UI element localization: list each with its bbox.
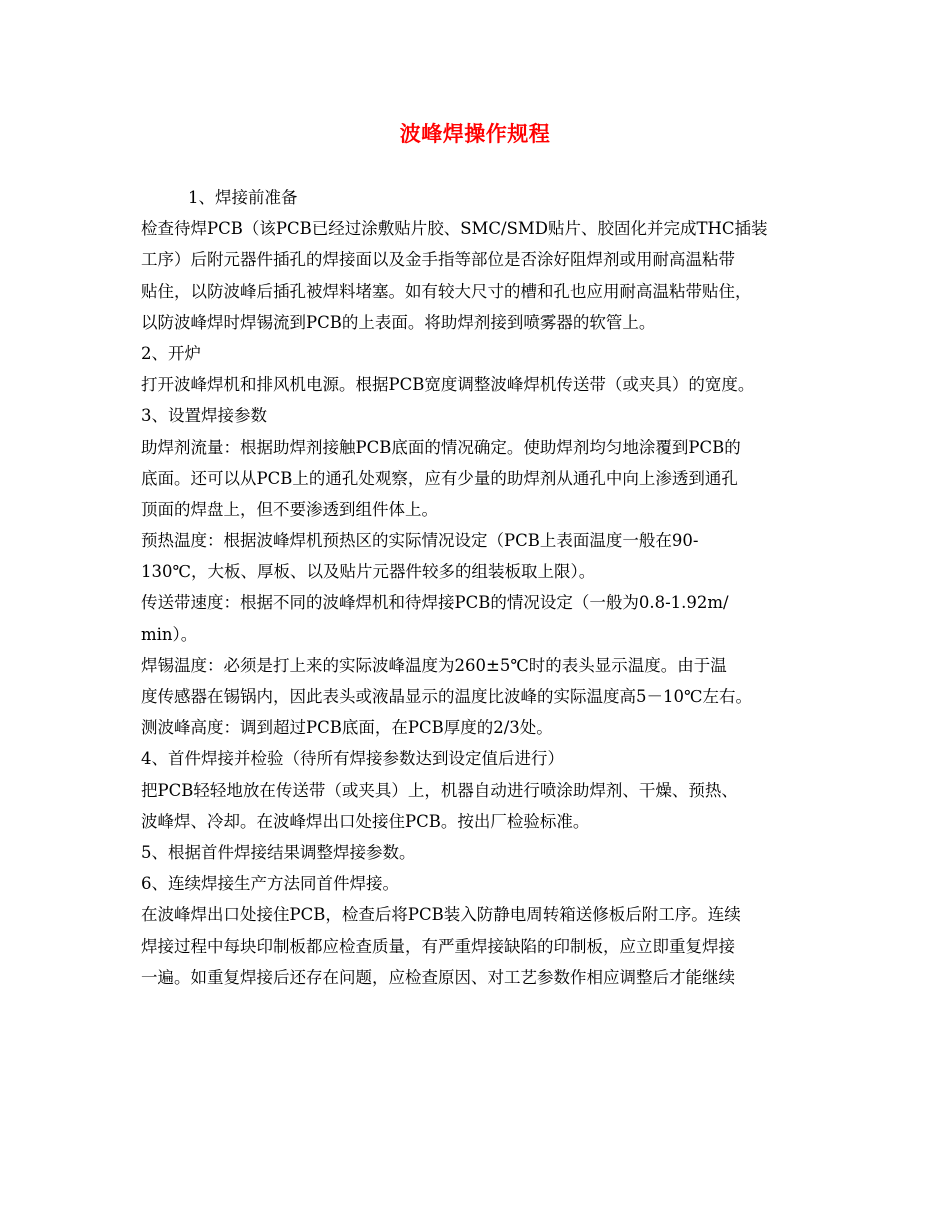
section-heading-preparation: 1、焊接前准备: [188, 188, 298, 207]
paragraph-line: 打开波峰焊机和排风机电源。根据PCB宽度调整波峰焊机传送带（或夹具）的宽度。: [141, 375, 755, 395]
paragraph-line: 预热温度：根据波峰焊机预热区的实际情况设定（PCB上表面温度一般在90-: [141, 531, 699, 551]
paragraph-line: 把PCB轻轻地放在传送带（或夹具）上，机器自动进行喷涂助焊剂、干燥、预热、: [141, 780, 738, 800]
paragraph-line: 顶面的焊盘上，但不要渗透到组件体上。: [141, 499, 438, 519]
paragraph-line: 工序）后附元器件插孔的焊接面以及金手指等部位是否涂好阻焊剂或用耐高温粘带: [141, 250, 735, 270]
paragraph-line: 焊锡温度：必须是打上来的实际波峰温度为260±5℃时的表头显示温度。由于温: [141, 655, 727, 675]
paragraph-line: 130℃，大板、厚板、以及贴片元器件较多的组装板取上限）。: [141, 562, 596, 582]
paragraph-line: 测波峰高度：调到超过PCB底面，在PCB厚度的2/3处。: [141, 718, 553, 738]
paragraph-line: 助焊剂流量：根据助焊剂接触PCB底面的情况确定。使助焊剂均匀地涂覆到PCB的: [141, 437, 741, 457]
paragraph-line: 焊接过程中每块印制板都应检查质量，有严重焊接缺陷的印制板，应立即重复焊接: [141, 936, 735, 956]
paragraph-line: 以防波峰焊时焊锡流到PCB的上表面。将助焊剂接到喷雾器的软管上。: [141, 312, 656, 332]
paragraph-line: 传送带速度：根据不同的波峰焊机和待焊接PCB的情况设定（一般为0.8-1.92m/: [141, 593, 729, 613]
paragraph-line: min）。: [141, 624, 198, 644]
paragraph-line: 度传感器在锡锅内，因此表头或液晶显示的温度比波峰的实际温度高5－10℃左右。: [141, 687, 752, 706]
document-body: [141, 182, 817, 993]
paragraph-line: 检查待焊PCB（该PCB已经过涂敷贴片胶、SMC/SMD贴片、胶固化并完成THC插装: [141, 219, 768, 239]
paragraph-line: 贴住，以防波峰后插孔被焊料堵塞。如有较大尺寸的槽和孔也应用耐高温粘带贴住，: [141, 281, 752, 301]
section-heading-adjust-parameters: 5、根据首件焊接结果调整焊接参数。: [141, 842, 416, 862]
section-heading-continuous-welding: 6、连续焊接生产方法同首件焊接。: [141, 874, 399, 894]
section-heading-first-piece: 4、首件焊接并检验（待所有焊接参数达到设定值后进行）: [141, 749, 564, 769]
paragraph-line: 在波峰焊出口处接住PCB，检查后将PCB装入防静电周转箱送修板后附工序。连续: [141, 905, 741, 925]
paragraph-line: 底面。还可以从PCB上的通孔处观察，应有少量的助焊剂从通孔中向上渗透到通孔: [141, 468, 738, 488]
section-heading-start-furnace: 2、开炉: [141, 343, 201, 363]
document-title: 波峰焊操作规程: [399, 122, 551, 146]
paragraph-line: 一遍。如重复焊接后还存在问题，应检查原因、对工艺参数作相应调整后才能继续: [141, 967, 735, 987]
paragraph-line: 波峰焊、冷却。在波峰焊出口处接住PCB。按出厂检验标准。: [141, 811, 590, 831]
section-heading-parameters: 3、设置焊接参数: [141, 406, 267, 426]
